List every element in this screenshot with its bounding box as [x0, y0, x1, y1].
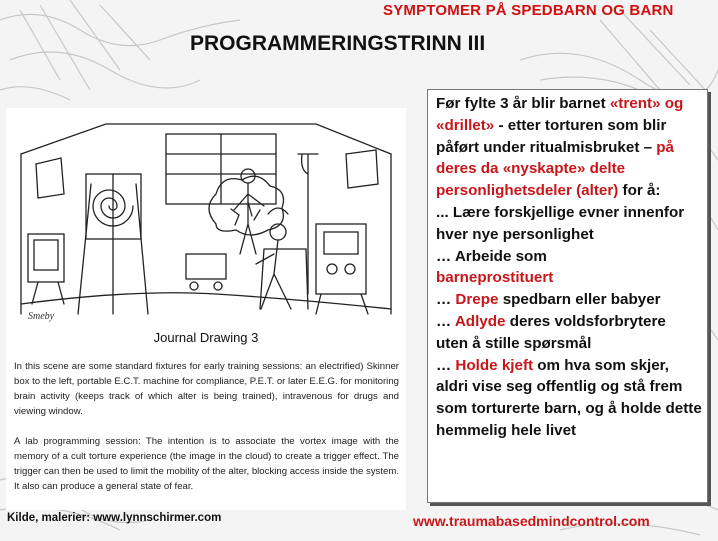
slide-heading: PROGRAMMERINGSTRINN III — [190, 32, 486, 55]
bullet-work-prefix: … Arbeide som — [436, 247, 547, 265]
drawing-signature: Smeby — [28, 311, 55, 322]
highlight-segment: Holde kjeft — [455, 356, 534, 374]
journal-document — [6, 108, 406, 510]
journal-paragraph-2: A lab programming session: The intention is to associate the vortex image with the memory of a cult torture experience (the image in the cloud) to create a trigger effect. The trigger can then be used to limit the mobility of the alter, blocking access inside the system. It also can produce a general state of fear. — [14, 436, 400, 492]
source-caption: Kilde, malerier: www.lynnschirmer.com — [7, 512, 222, 524]
text-segment: - etter torturen som blir påført under ritualmisbruket – — [436, 116, 667, 156]
highlight-segment: på deres da «nyskapte» delte personlighetsdeler (alter) — [436, 138, 674, 200]
text-segment: deres voldsforbrytere uten å stille spørsmål — [436, 312, 666, 352]
text-segment: Før fylte 3 år blir barnet — [436, 95, 610, 112]
top-title: SYMPTOMER PÅ SPEDBARN OG BARN — [383, 2, 674, 19]
highlight-segment: «trent» og «drillet» — [436, 95, 684, 134]
journal-paragraph-1: In this scene are some standard fixtures for early training sessions: an electrified) Skinner box to the left, portable E.C.T. machine for compliance, P.E.T. or later E.E.G. for monitoring brain activity (keeps track of which alter is being trained), intravenous for drugs and viewing window. — [14, 361, 399, 417]
highlight-segment: Drepe — [455, 291, 499, 309]
bullet-learn: ... Lære forskjellige evner innenfor hver nye personlighet — [436, 203, 685, 243]
journal-drawing-illustration — [16, 114, 396, 326]
bullet-prefix: … — [436, 356, 456, 374]
bullet-prefix: … — [436, 312, 455, 330]
explanation-box — [427, 89, 708, 503]
text-segment: spedbarn eller babyer — [498, 291, 661, 309]
highlight-segment: Adlyde — [454, 312, 506, 330]
bullet-prefix: … — [436, 291, 456, 309]
text-segment: for å: — [618, 182, 661, 200]
explanation-text — [436, 93, 702, 442]
text-segment: om hva som skjer, aldri vise seg offentlig og stå frem som torturerte barn, og å holde dette hemmelig hele livet — [436, 356, 702, 439]
website-link[interactable]: www.traumabasedmindcontrol.com — [413, 513, 650, 529]
journal-drawing-title: Journal Drawing 3 — [153, 330, 259, 345]
highlight-segment: barneprostituert — [436, 269, 554, 287]
